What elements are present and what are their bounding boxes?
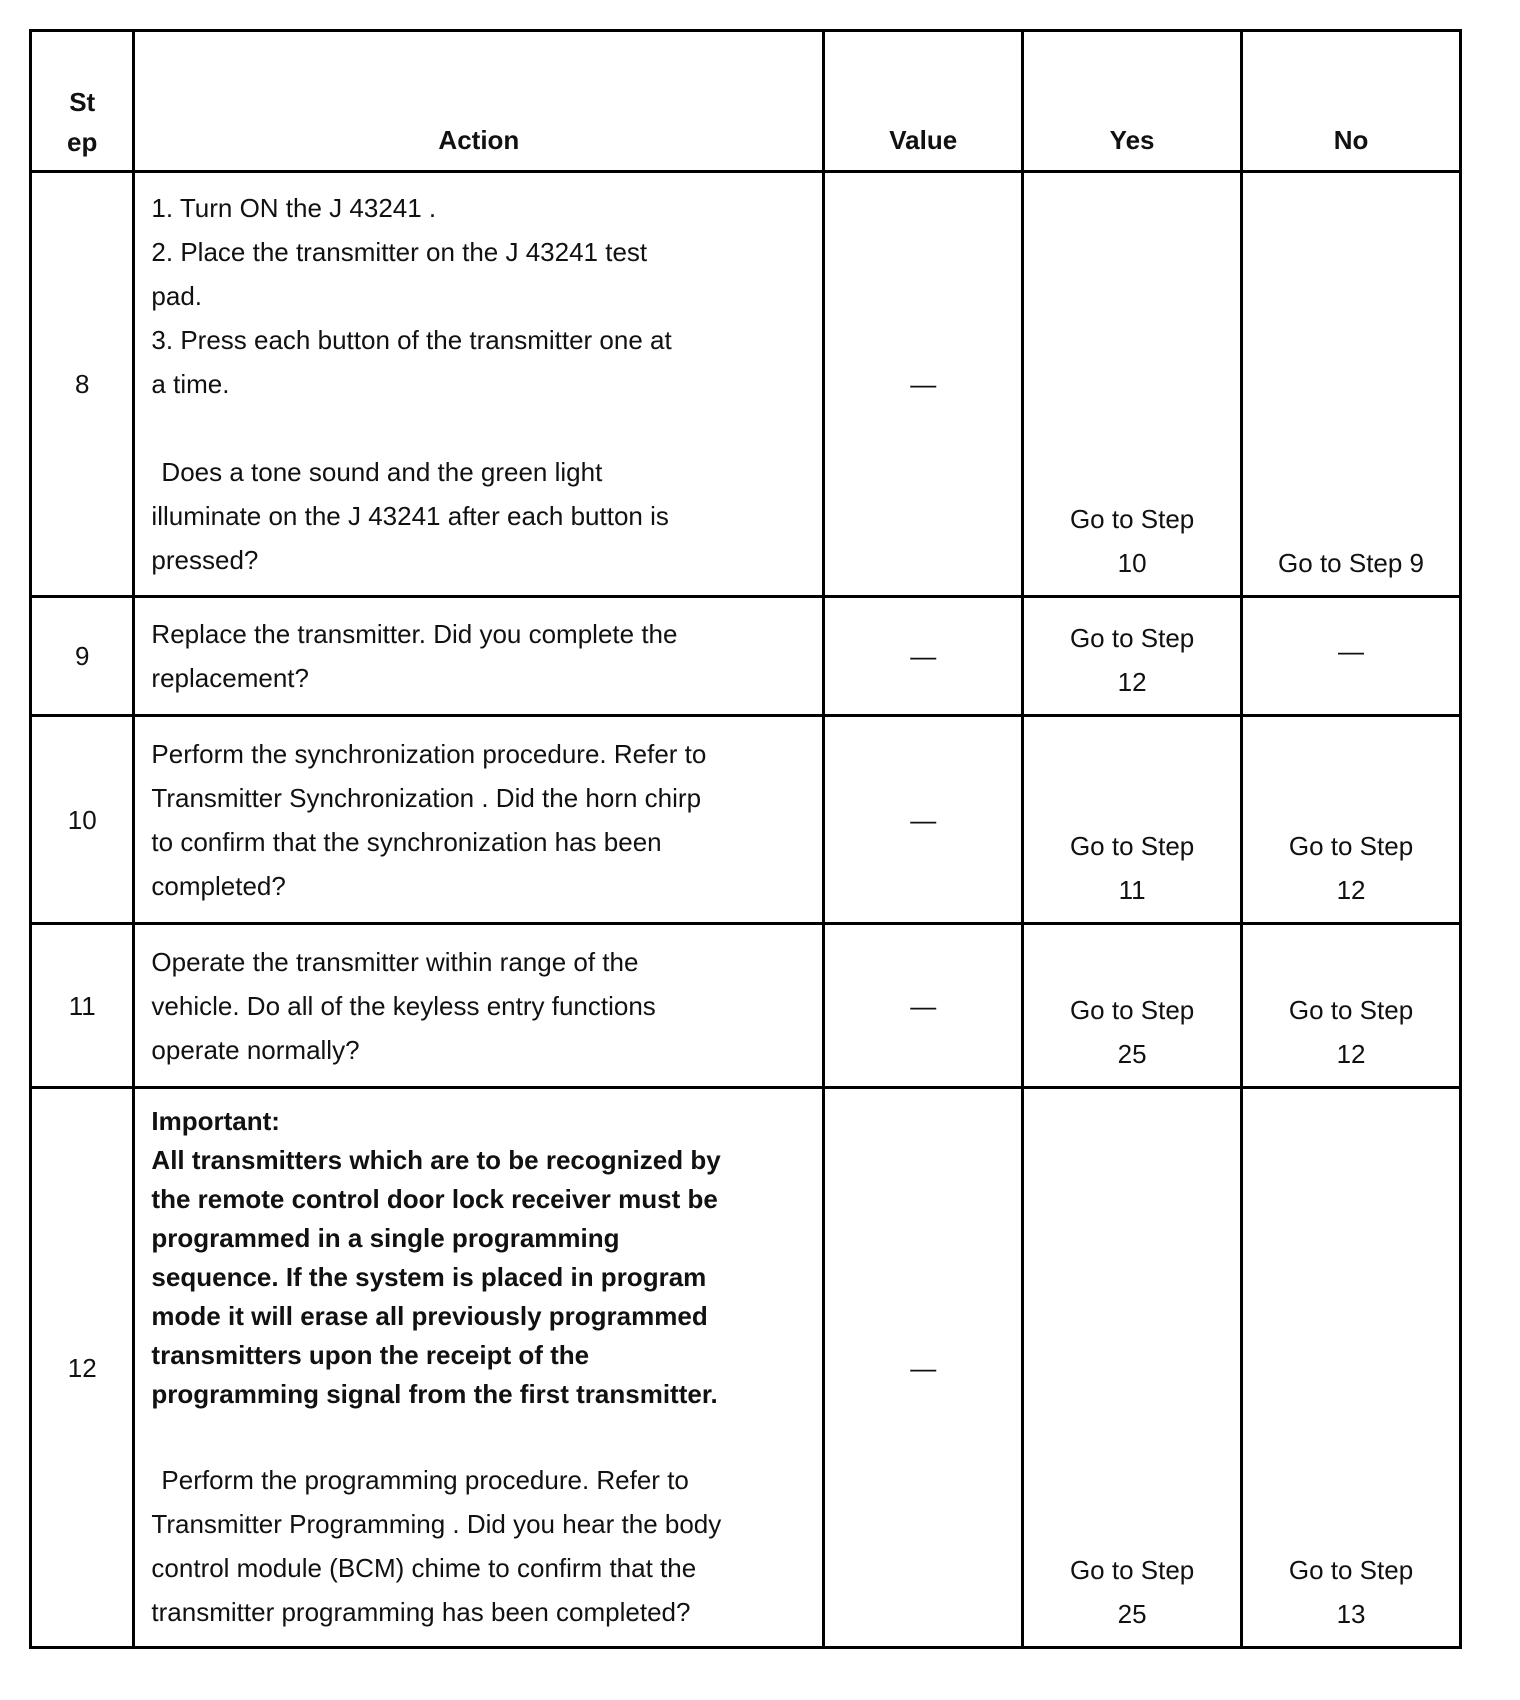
yes-step: 11 [1118, 875, 1146, 905]
important-text: sequence. If the system is placed in program [151, 1261, 707, 1292]
action-question: Does a tone sound and the green light [161, 457, 603, 487]
header-action: Action [134, 31, 824, 172]
no-cell [1242, 716, 1461, 924]
value-cell: — [824, 1088, 1023, 1648]
important-text: mode it will erase all previously programmed [151, 1300, 708, 1331]
header-no: No [1242, 31, 1461, 172]
no-label: Go to Step [1288, 1555, 1414, 1585]
important-text: the remote control door lock receiver must be [151, 1183, 718, 1214]
action-list-item: a time. [151, 369, 230, 399]
table-row [31, 597, 1461, 716]
important-text: transmitters upon the receipt of the [151, 1339, 590, 1370]
no-label: Go to Step 9 [1278, 548, 1425, 578]
yes-cell [1023, 924, 1242, 1088]
table-row [31, 1088, 1461, 1648]
table-row [31, 924, 1461, 1088]
no-label: Go to Step [1288, 995, 1414, 1025]
step-number: 12 [31, 1088, 134, 1648]
no-cell [1242, 924, 1461, 1088]
action-question: pressed? [151, 545, 259, 575]
no-step: 13 [1336, 1599, 1366, 1629]
action-text: vehicle. Do all of the keyless entry functions [151, 990, 656, 1021]
table-row [31, 716, 1461, 924]
action-text: Perform the programming procedure. Refer to [161, 1464, 689, 1495]
yes-step: 10 [1117, 548, 1147, 578]
yes-cell [1023, 716, 1242, 924]
header-value: Value [824, 31, 1023, 172]
yes-label: Go to Step [1069, 1555, 1195, 1585]
yes-step: 25 [1117, 1599, 1147, 1629]
value-cell: — [824, 716, 1023, 924]
header-row [31, 31, 1461, 172]
no-cell [1242, 172, 1461, 597]
yes-label: Go to Step [1069, 831, 1195, 861]
action-list-item: 1. Turn ON the J 43241 . [151, 193, 437, 223]
yes-cell [1023, 597, 1242, 716]
step-number: 10 [31, 716, 134, 924]
value-cell: — [824, 924, 1023, 1088]
action-text: completed? [151, 870, 286, 901]
no-label: Go to Step [1288, 831, 1414, 861]
action-list-item: 3. Press each button of the transmitter one at [151, 325, 672, 355]
value-cell: — [824, 597, 1023, 716]
yes-cell [1023, 172, 1242, 597]
table-row [31, 172, 1461, 597]
action-text: to confirm that the synchronization has been [151, 826, 662, 857]
header-step-line2: ep [67, 127, 98, 157]
action-text: control module (BCM) chime to confirm that the [151, 1552, 697, 1583]
action-cell [134, 1088, 824, 1648]
step-number: 8 [31, 172, 134, 597]
no-step: 12 [1336, 1039, 1366, 1069]
action-text: operate normally? [151, 1034, 360, 1065]
no-label: — [1338, 636, 1365, 666]
yes-label: Go to Step [1069, 623, 1195, 653]
yes-label: Go to Step [1069, 995, 1195, 1025]
step-number: 9 [31, 597, 134, 716]
diagnostic-table [29, 29, 1462, 1649]
no-cell [1242, 597, 1461, 716]
action-text: Operate the transmitter within range of the [151, 946, 639, 977]
action-list-item: pad. [151, 281, 203, 311]
action-list-item: 2. Place the transmitter on the J 43241 test [151, 237, 648, 267]
action-cell [134, 924, 824, 1088]
important-label: Important: [151, 1105, 280, 1136]
yes-step: 25 [1117, 1039, 1147, 1069]
important-text: All transmitters which are to be recognized by [151, 1144, 721, 1175]
yes-cell [1023, 1088, 1242, 1648]
action-cell [134, 172, 824, 597]
step-number: 11 [31, 924, 134, 1088]
action-text: transmitter programming has been completed? [151, 1596, 691, 1627]
yes-label: Go to Step [1069, 504, 1195, 534]
header-step-line1: St [69, 87, 96, 117]
value-cell: — [824, 172, 1023, 597]
action-text: replacement? [151, 663, 309, 693]
action-cell [134, 597, 824, 716]
action-question: illuminate on the J 43241 after each button is [151, 501, 669, 531]
important-text: programming signal from the first transmitter. [151, 1378, 718, 1409]
action-text: Replace the transmitter. Did you complete the [151, 619, 678, 649]
action-cell [134, 716, 824, 924]
no-step: 12 [1336, 875, 1366, 905]
action-text: Perform the synchronization procedure. Refer to [151, 738, 707, 769]
header-yes: Yes [1023, 31, 1242, 172]
important-text: programmed in a single programming [151, 1222, 620, 1253]
header-step [31, 31, 134, 172]
action-text: Transmitter Programming . Did you hear the body [151, 1508, 722, 1539]
action-text: Transmitter Synchronization . Did the horn chirp [151, 782, 702, 813]
no-cell [1242, 1088, 1461, 1648]
yes-step: 12 [1117, 667, 1147, 697]
